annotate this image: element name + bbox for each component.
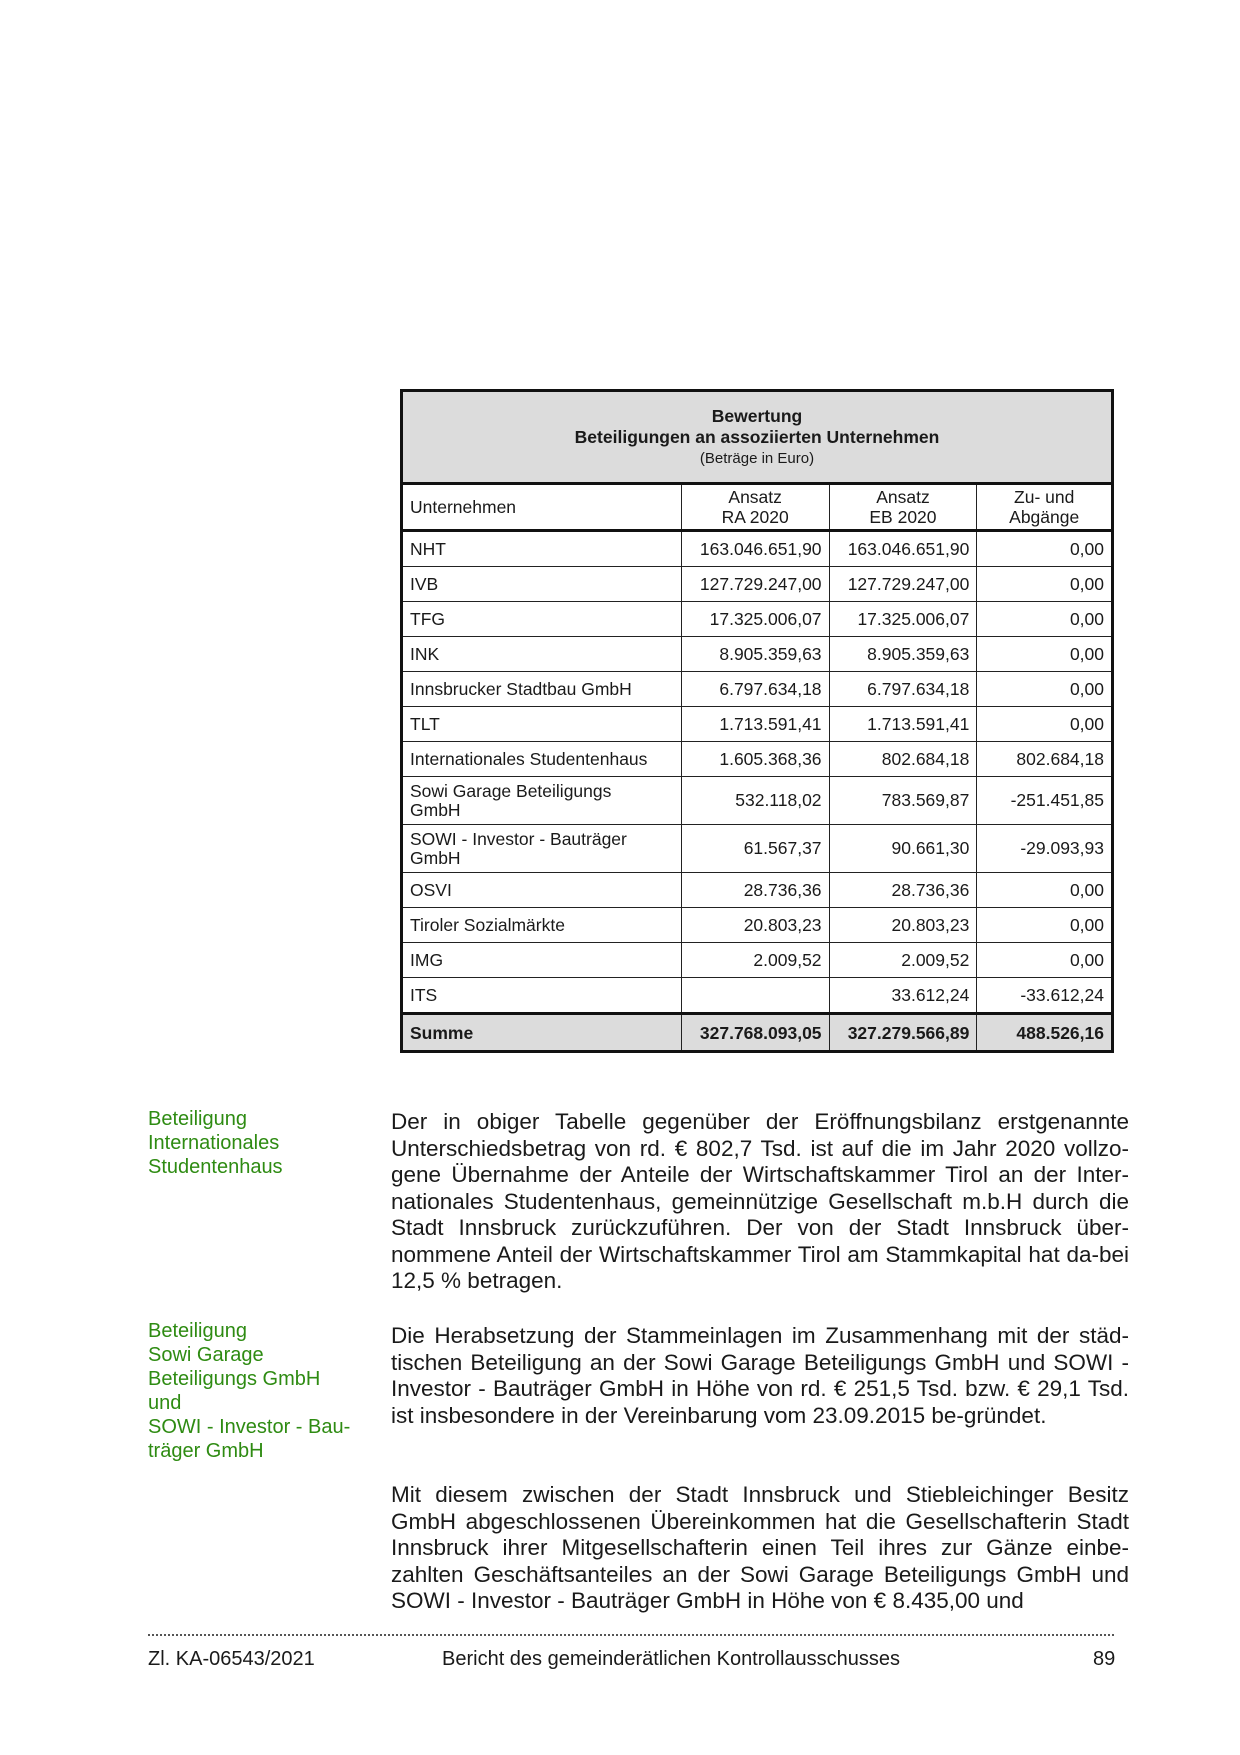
sum-diff: 488.526,16 bbox=[977, 1014, 1113, 1052]
table-row bbox=[402, 531, 1113, 567]
cell-company: IVB bbox=[402, 567, 682, 602]
cell-company: Tiroler Sozialmärkte bbox=[402, 908, 682, 943]
paragraph-studentenhaus: Der in obiger Tabelle gegenüber der Eröffnungsbilanz erstgenannte Unterschiedsbetrag von rd. € 802,7 Tsd. ist auf die im Jahr 2020 vollzo-gene Übernahme der Anteile der Wirtschaftskammer Tirol an der Inter-nationales Studentenhaus, gemeinnützige Gesellschaft m.b.H durch die Stadt Innsbruck zurückzuführen. Der von der Stadt Innsbruck über-nommene Anteil der Wirtschaftskammer Tirol am Stammkapital hat da-bei 12,5 % betragen. bbox=[391, 1109, 1129, 1293]
cell-company: TLT bbox=[402, 707, 682, 742]
table-row bbox=[402, 742, 1113, 777]
cell-diff: 0,00 bbox=[977, 672, 1113, 707]
cell-ra: 1.713.591,41 bbox=[681, 707, 829, 742]
cell-diff: -251.451,85 bbox=[977, 777, 1113, 825]
table-title-block bbox=[402, 391, 1113, 484]
cell-diff: 0,00 bbox=[977, 943, 1113, 978]
paragraph-sowi-herabsetzung: Die Herabsetzung der Stammeinlagen im Zusammenhang mit der städ-tischen Beteiligung an der Sowi Garage Beteiligungs GmbH und SOWI - Investor - Bauträger GmbH in Höhe von rd. € 251,5 Tsd. bzw. € 29,1 Tsd. ist insbesondere in der Vereinbarung vom 23.09.2015 be-gründet. bbox=[391, 1323, 1129, 1428]
cell-diff: -29.093,93 bbox=[977, 825, 1113, 873]
cell-diff: 0,00 bbox=[977, 637, 1113, 672]
cell-company: ITS bbox=[402, 978, 682, 1014]
cell-ra: 163.046.651,90 bbox=[681, 531, 829, 567]
header-zu-abgaenge: Zu- und Abgänge bbox=[977, 484, 1113, 531]
cell-ra: 2.009,52 bbox=[681, 943, 829, 978]
cell-company: IMG bbox=[402, 943, 682, 978]
footer-reference: Zl. KA-06543/2021 bbox=[148, 1648, 315, 1670]
table-row bbox=[402, 943, 1113, 978]
table-subtitle: Beteiligungen an assoziierten Unternehmen bbox=[574, 426, 940, 447]
paragraph-uebereinkommen: Mit diesem zwischen der Stadt Innsbruck und Stiebleichinger Besitz GmbH abgeschlossenen Übereinkommen hat die Gesellschafterin Stadt Innsbruck ihrer Mitgesellschafterin einen Teil ihres zur Gänze einbe-zahlten Geschäftsanteiles an der Sowi Garage Beteiligungs GmbH und SOWI - Investor - Bauträger GmbH in Höhe von € 8.435,00 und bbox=[391, 1482, 1129, 1613]
cell-company: Internationales Studentenhaus bbox=[402, 742, 682, 777]
cell-diff: 0,00 bbox=[977, 707, 1113, 742]
cell-ra: 6.797.634,18 bbox=[681, 672, 829, 707]
table-row bbox=[402, 602, 1113, 637]
sum-eb: 327.279.566,89 bbox=[829, 1014, 977, 1052]
cell-diff: 0,00 bbox=[977, 602, 1113, 637]
header-ra-2020: Ansatz RA 2020 bbox=[681, 484, 829, 531]
cell-ra: 17.325.006,07 bbox=[681, 602, 829, 637]
cell-eb: 163.046.651,90 bbox=[829, 531, 977, 567]
cell-ra bbox=[681, 978, 829, 1014]
cell-company: TFG bbox=[402, 602, 682, 637]
cell-company: SOWI - Investor - Bauträger GmbH bbox=[402, 825, 682, 873]
cell-diff: -33.612,24 bbox=[977, 978, 1113, 1014]
cell-eb: 127.729.247,00 bbox=[829, 567, 977, 602]
cell-eb: 33.612,24 bbox=[829, 978, 977, 1014]
cell-company: OSVI bbox=[402, 873, 682, 908]
cell-eb: 28.736,36 bbox=[829, 873, 977, 908]
table-unit-note: (Beträge in Euro) bbox=[699, 449, 815, 467]
sum-label: Summe bbox=[402, 1014, 682, 1052]
table-row bbox=[402, 978, 1113, 1014]
cell-ra: 61.567,37 bbox=[681, 825, 829, 873]
cell-eb: 20.803,23 bbox=[829, 908, 977, 943]
table-row bbox=[402, 873, 1113, 908]
cell-eb: 802.684,18 bbox=[829, 742, 977, 777]
cell-eb: 6.797.634,18 bbox=[829, 672, 977, 707]
cell-diff: 0,00 bbox=[977, 908, 1113, 943]
header-eb-2020: Ansatz EB 2020 bbox=[829, 484, 977, 531]
page-number: 89 bbox=[1093, 1648, 1116, 1670]
cell-eb: 2.009,52 bbox=[829, 943, 977, 978]
cell-eb: 90.661,30 bbox=[829, 825, 977, 873]
cell-company: Innsbrucker Stadtbau GmbH bbox=[402, 672, 682, 707]
cell-ra: 1.605.368,36 bbox=[681, 742, 829, 777]
margin-note-studentenhaus: Beteiligung Internationales Studentenhaus bbox=[148, 1108, 283, 1178]
cell-company: Sowi Garage Beteiligungs GmbH bbox=[402, 777, 682, 825]
table-sum-row bbox=[402, 1014, 1113, 1052]
sum-ra: 327.768.093,05 bbox=[681, 1014, 829, 1052]
cell-ra: 127.729.247,00 bbox=[681, 567, 829, 602]
valuation-table bbox=[400, 389, 1114, 1053]
cell-diff: 802.684,18 bbox=[977, 742, 1113, 777]
cell-diff: 0,00 bbox=[977, 873, 1113, 908]
cell-diff: 0,00 bbox=[977, 531, 1113, 567]
table-row bbox=[402, 637, 1113, 672]
cell-ra: 8.905.359,63 bbox=[681, 637, 829, 672]
cell-diff: 0,00 bbox=[977, 567, 1113, 602]
footer-title: Bericht des gemeinderätlichen Kontrollausschusses bbox=[442, 1648, 901, 1670]
cell-company: NHT bbox=[402, 531, 682, 567]
cell-company: INK bbox=[402, 637, 682, 672]
cell-eb: 783.569,87 bbox=[829, 777, 977, 825]
table-row bbox=[402, 672, 1113, 707]
table-row bbox=[402, 777, 1113, 825]
cell-eb: 17.325.006,07 bbox=[829, 602, 977, 637]
cell-ra: 20.803,23 bbox=[681, 908, 829, 943]
table-row bbox=[402, 825, 1113, 873]
table-title: Bewertung bbox=[711, 405, 803, 426]
table-row bbox=[402, 908, 1113, 943]
table-header-row bbox=[402, 484, 1113, 531]
cell-ra: 532.118,02 bbox=[681, 777, 829, 825]
table-row bbox=[402, 567, 1113, 602]
margin-note-sowi: Beteiligung Sowi Garage Beteiligungs GmbH und SOWI - Investor - Bau- träger GmbH bbox=[148, 1320, 351, 1462]
cell-ra: 28.736,36 bbox=[681, 873, 829, 908]
footer-divider bbox=[148, 1634, 1114, 1636]
header-company: Unternehmen bbox=[402, 484, 682, 531]
cell-eb: 8.905.359,63 bbox=[829, 637, 977, 672]
cell-eb: 1.713.591,41 bbox=[829, 707, 977, 742]
table-row bbox=[402, 707, 1113, 742]
